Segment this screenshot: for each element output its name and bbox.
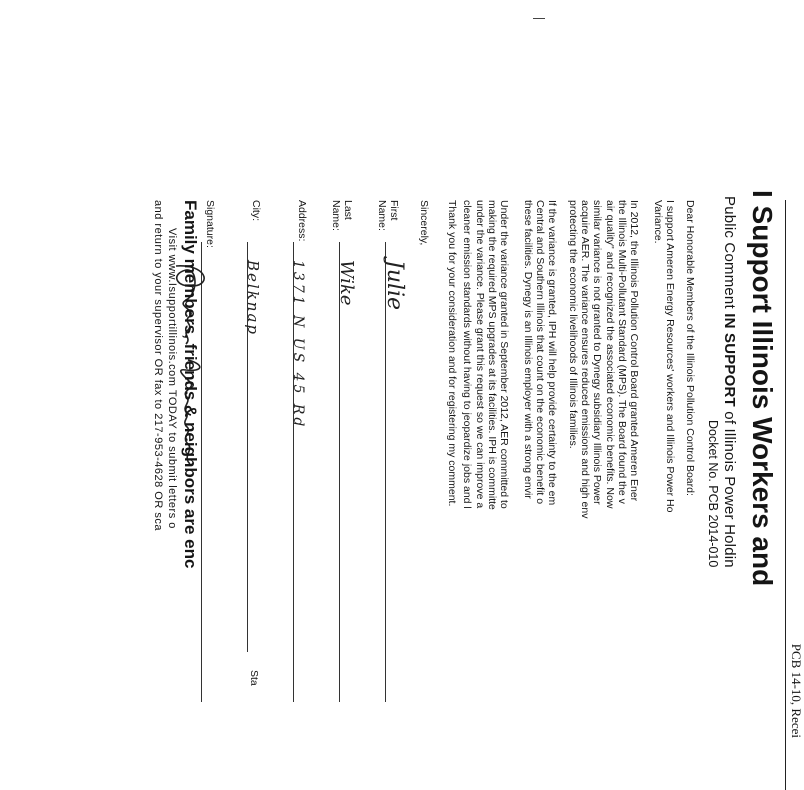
state-label: Sta	[248, 670, 260, 686]
address-field: 1371 N US 45 Rd	[290, 260, 306, 430]
first-name-field: Julie	[382, 260, 407, 311]
thank-you-line: Thank you for your consideration and for registering my comment.	[446, 200, 458, 507]
page-subtitle: Public Comment IN SUPPORT of Illinois Power Holdin	[721, 196, 738, 568]
docket-number: Docket No. PCB 2014-010	[706, 420, 720, 568]
paragraph-mps: In 2012, the Illinois Pollution Control Board granted Ameren Ener the Illinois Multi-Pollutant Standard (MPS). The Board found the v air quality" and recognized the associated economic benefits. Now similar variance is not granted to Dynegy subsidiary Illinois Power acquire AER. The variance ensures reduced emissions and high env protecting the economic livelihoods of Illinois families.	[566, 200, 640, 519]
scan-mark	[533, 18, 545, 19]
salutation: Dear Honorable Members of the Illinois Pollution Control Board:	[684, 200, 696, 496]
paragraph-certainty: If the variance is granted, IPH will help provide certainty to the em Central and Southern Illinois that count on the economic benefit o these facilities. Dynegy is an Illinois employer with a strong envir	[521, 200, 558, 506]
city-field: Belknap	[244, 260, 262, 336]
closing: Sincerely,	[418, 200, 430, 246]
footer-return-line: and return to your supervisor OR fax to 217-953-4628 OR sca	[152, 200, 164, 531]
support-statement: I support Ameren Energy Resources' workers and Illinois Power Ho Variance.	[651, 200, 676, 513]
footer-headline: Family members, friends & neighbors are enc	[181, 200, 200, 569]
comment-form-page: PCB 14-10, Recei I Support Illinois Workers and Public Comment IN SUPPORT of Illinois Power Holdin Docket No. PCB 2014-010 Dear Honorable Members of the Illinois Pollution Control Board: I support Ameren Energy Resources' workers and Illinois Power Ho Variance. In 2012, the Illinois Pollution Control Board granted Ameren Ener the Illinois Multi-Pollutant Standard (MPS). The Board found the v air quality" and recognized the associated economic benefits. Now similar variance is not granted to Dynegy subsidiary Illinois Power acquire AER. The variance ensures reduced emissions and high env protecting the economic livelihoods of Illinois families. If the variance is granted, IPH will help provide certainty to the em Central and Southern Illinois that count on the economic benefit o these facilities. Dynegy is an Illinois employer with a strong envir Under the variance granted in September 2012, AER committed to making the required MPS upgrades at its facilities. IPH is committe under the variance. Please grant this request so we can improve a cleaner emission standards without having to jeopardize jobs and l Thank you for your consideration and for registering my comment. Sincerely, First Name: Julie Last Name: Wike Address: 1371 N US 45 Rd City: Belknap Sta Signature: Family members, friends & neighbors are enc Visit www.Isupportillinois.com TODAY to submit letters o and return to your supervisor OR fax to 217-953-4628 OR sca	[140, 200, 800, 700]
footer-visit-line: Visit www.Isupportillinois.com TODAY to submit letters o	[166, 228, 178, 529]
header-rule	[785, 200, 786, 790]
last-name-field: Wike	[336, 260, 357, 306]
page-title: I Support Illinois Workers and	[747, 190, 778, 587]
paragraph-upgrades: Under the variance granted in September 2012, AER committed to making the required MPS upgrades at its facilities. IPH is committe under the variance. Please grant this request so we can improve a cleaner emission standards without having to jeopardize jobs and l	[461, 200, 510, 510]
docket-stamp: PCB 14-10, Recei	[789, 643, 804, 738]
